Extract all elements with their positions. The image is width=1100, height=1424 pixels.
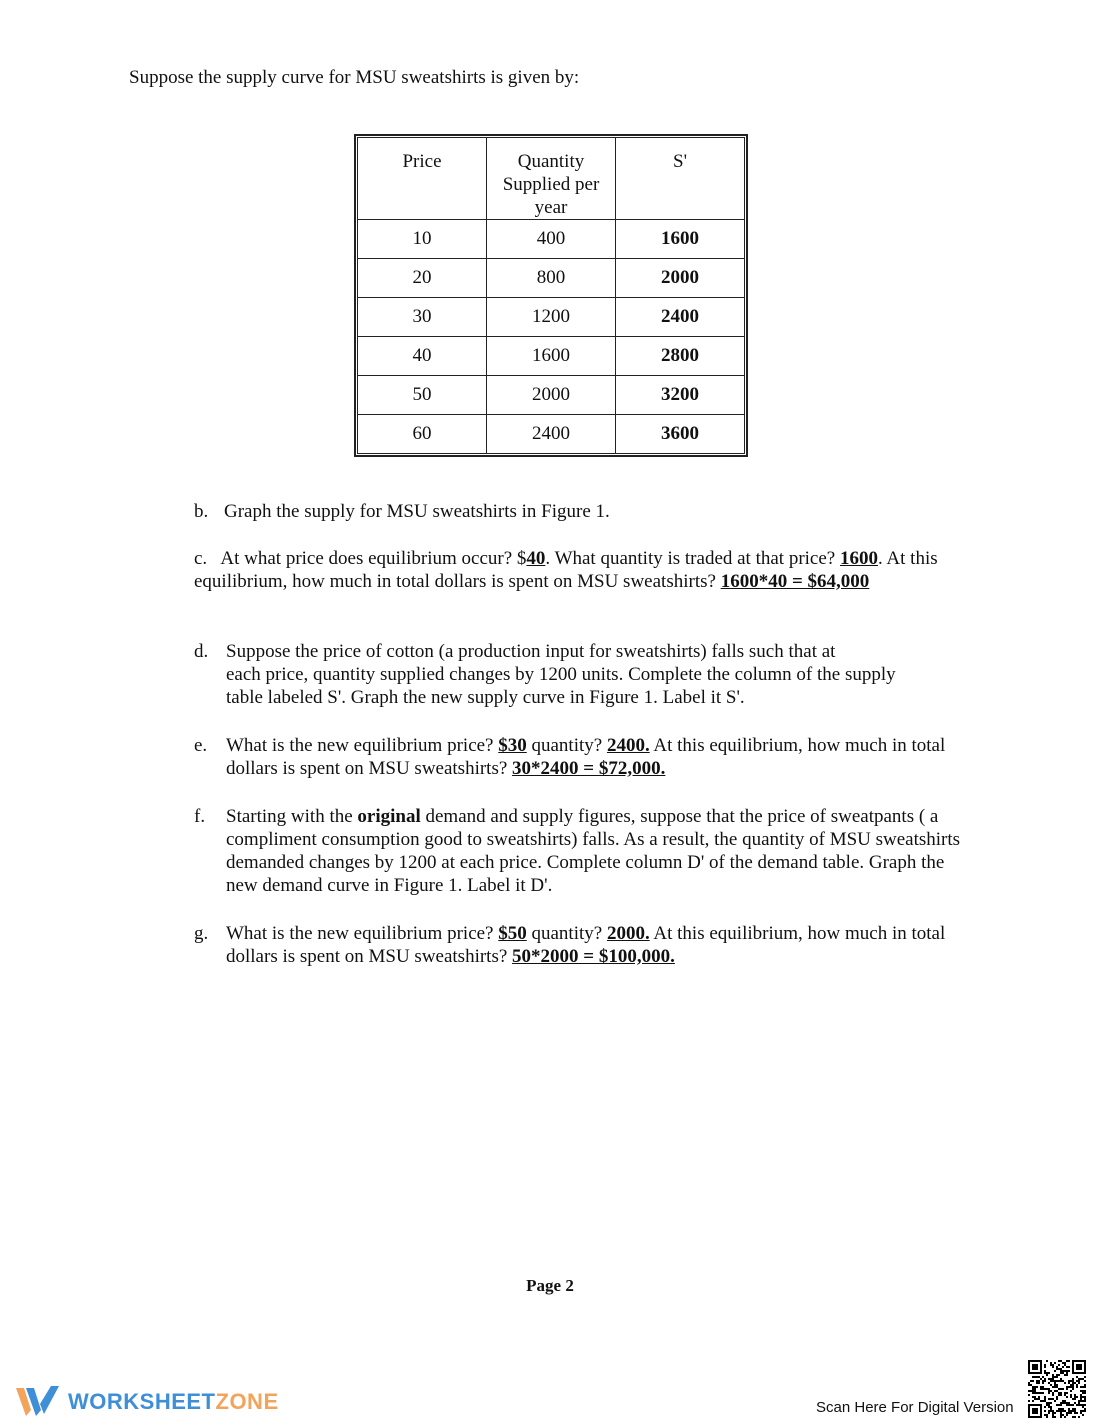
- cell-quantity: 2000: [487, 376, 616, 415]
- cell-price: 20: [358, 259, 487, 298]
- question-label: e.: [194, 735, 208, 756]
- worksheetzone-logo[interactable]: [14, 1383, 279, 1419]
- cell-price: 50: [358, 376, 487, 415]
- answer-total: 50*2000 = $100,000.: [512, 946, 675, 967]
- qr-code-icon[interactable]: [1028, 1360, 1086, 1424]
- w-logo-icon: [14, 1384, 60, 1418]
- question-text: . What quantity is traded at that price?: [545, 548, 840, 569]
- cell-price: 30: [358, 298, 487, 337]
- scan-text: Scan Here For Digital Version: [816, 1399, 1014, 1416]
- cell-quantity: 1200: [487, 298, 616, 337]
- emphasis-original: original: [357, 806, 421, 827]
- question-label: b.: [194, 501, 209, 522]
- header-s-prime: S': [616, 138, 745, 220]
- question-d: [194, 640, 974, 712]
- cell-price: 10: [358, 220, 487, 259]
- question-line: each price, quantity supplied changes by 1200 units. Complete the column of the supply: [226, 664, 896, 685]
- answer-price: $50: [498, 923, 527, 944]
- supply-table: [354, 134, 748, 457]
- answer-quantity: 1600: [839, 548, 878, 569]
- question-text: At what price does equilibrium occur? $: [220, 548, 527, 569]
- cell-s-prime: 2400: [616, 298, 745, 337]
- question-text: At this equilibrium, how much in total dollars is spent on MSU sweatshirts?: [226, 923, 946, 967]
- brand-name-part: ZONE: [215, 1388, 279, 1414]
- question-e: [194, 734, 974, 782]
- question-f: [194, 805, 974, 901]
- question-text: quantity?: [526, 735, 607, 756]
- question-text: What is the new equilibrium price?: [226, 735, 499, 756]
- cell-quantity: 400: [487, 220, 616, 259]
- question-body: [226, 805, 974, 897]
- question-g: [194, 922, 974, 970]
- cell-s-prime: 3200: [616, 376, 745, 415]
- question-label: d.: [194, 641, 209, 662]
- table-row: [358, 415, 745, 454]
- answer-quantity: 2000.: [606, 923, 650, 944]
- table-row: [358, 220, 745, 259]
- question-body: [226, 922, 956, 968]
- question-text: At this equilibrium, how much in total dollars is spent on MSU sweatshirts?: [226, 735, 946, 779]
- question-text: . At this equilibrium, how much in total dollars is spent on MSU sweatshirts?: [194, 548, 938, 592]
- question-label: c.: [194, 548, 208, 569]
- question-text: quantity?: [526, 923, 607, 944]
- cell-price: 40: [358, 337, 487, 376]
- table-row: [358, 337, 745, 376]
- question-body: [226, 640, 974, 709]
- cell-s-prime: 3600: [616, 415, 745, 454]
- brand-name: [68, 1390, 279, 1413]
- question-label: f.: [194, 806, 206, 827]
- table-row: [358, 259, 745, 298]
- question-label: g.: [194, 923, 209, 944]
- question-line: Suppose the price of cotton (a production input for sweatshirts) falls such that at: [226, 641, 836, 662]
- answer-price: 40: [526, 548, 546, 569]
- cell-quantity: 1600: [487, 337, 616, 376]
- question-b: [194, 500, 974, 524]
- cell-price: 60: [358, 415, 487, 454]
- cell-quantity: 2400: [487, 415, 616, 454]
- header-quantity-line: year: [534, 197, 568, 218]
- table-row: [358, 376, 745, 415]
- answer-price: $30: [498, 735, 527, 756]
- cell-s-prime: 2800: [616, 337, 745, 376]
- cell-s-prime: 2000: [616, 259, 745, 298]
- answer-total: 1600*40 = $64,000: [720, 571, 870, 592]
- question-line: table labeled S'. Graph the new supply curve in Figure 1. Label it S'.: [226, 687, 745, 708]
- table-row: [358, 298, 745, 337]
- question-body: [226, 734, 950, 780]
- answer-quantity: 2400.: [606, 735, 650, 756]
- brand-name-part: WORKSHEET: [68, 1388, 216, 1414]
- table-header-row: [358, 138, 745, 220]
- question-text: demand and supply figures, suppose that the price of sweatpants ( a compliment consumption good to sweatshirts) falls. As a result, the quantity of MSU sweatshirts demanded changes by 1200 at each price. Complete column D' of the demand table. Graph the new demand curve in Figure 1. Label it D'.: [226, 806, 961, 896]
- cell-s-prime: 1600: [616, 220, 745, 259]
- header-quantity: [487, 138, 616, 220]
- cell-quantity: 800: [487, 259, 616, 298]
- question-text: Starting with the: [226, 806, 358, 827]
- question-c: [194, 547, 974, 593]
- header-price: Price: [358, 138, 487, 220]
- answer-total: 30*2400 = $72,000.: [512, 758, 666, 779]
- intro-text: Suppose the supply curve for MSU sweatshirts is given by:: [129, 67, 580, 88]
- question-text: What is the new equilibrium price?: [226, 923, 499, 944]
- header-quantity-line: Quantity: [517, 151, 585, 172]
- question-text: Graph the supply for MSU sweatshirts in Figure 1.: [224, 501, 610, 522]
- page-number: Page 2: [526, 1276, 574, 1295]
- header-quantity-line: Supplied per: [502, 174, 600, 195]
